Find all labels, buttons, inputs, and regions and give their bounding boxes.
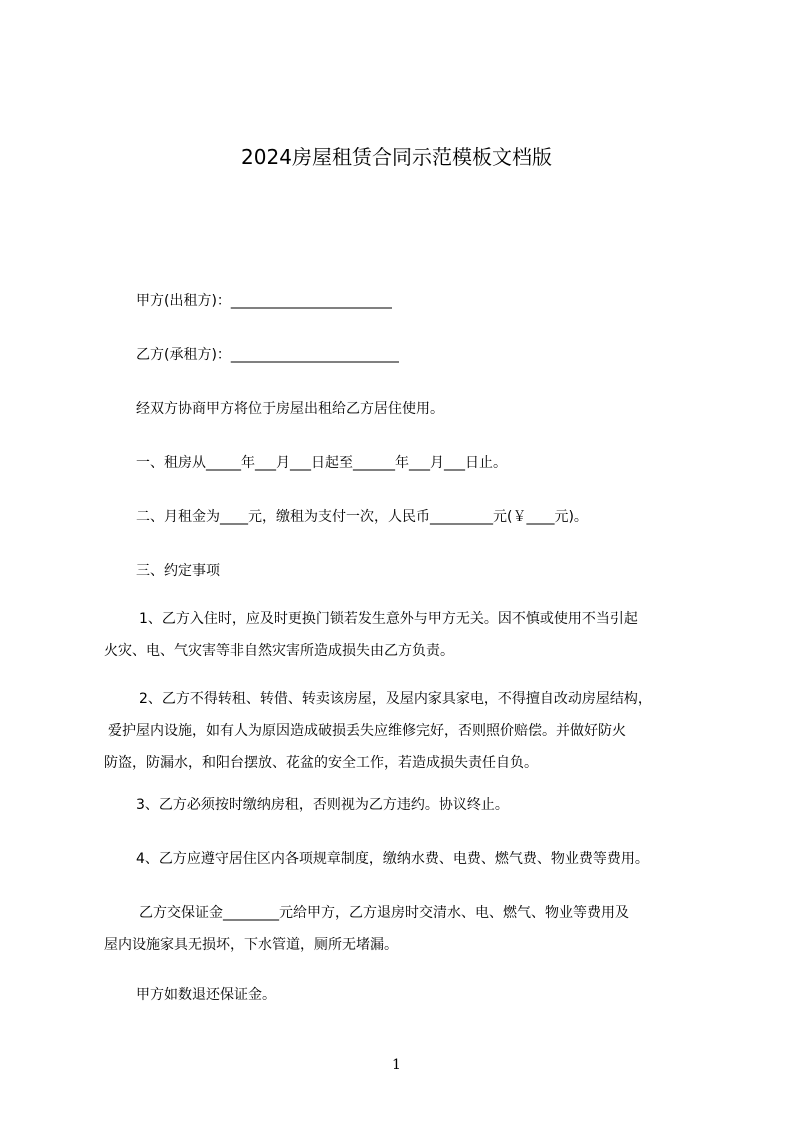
party-a-line: 甲方(出租方)：_______________________ xyxy=(136,293,392,309)
item-4-line: 4、乙方应遵守居住区内各项规章制度，缴纳水费、电费、燃气费、物业费等费用。 xyxy=(136,851,649,867)
item-1-line-1: 1、乙方入住时，应及时更换门锁若发生意外与甲方无关。因不慎或使用不当引起 xyxy=(139,611,638,627)
deposit-line-1: 乙方交保证金________元给甲方，乙方退房时交清水、电、燃气、物业等费用及 xyxy=(139,905,629,921)
item-2-line-3: 防盗，防漏水，和阳台摆放、花盆的安全工作，若造成损失责任自负。 xyxy=(104,755,538,771)
document-title: 2024房屋租赁合同示范模板文档版 xyxy=(241,145,552,169)
clause-agreed-matters-heading: 三、约定事项 xyxy=(136,563,220,579)
deposit-paragraph xyxy=(104,897,718,961)
clause-rental-period: 一、租房从_____年___月___日起至______年___月___日止。 xyxy=(136,455,507,471)
item-2-paragraph xyxy=(104,683,718,779)
intro-paragraph: 经双方协商甲方将位于房屋出租给乙方居住使用。 xyxy=(136,401,444,417)
clause-monthly-rent: 二、月租金为____元，缴租为支付一次，人民币_________元(￥____元)。 xyxy=(136,509,588,525)
item-2-line-2: 爱护屋内设施，如有人为原因造成破损丢失应维修完好，否则照价赔偿。并做好防火 xyxy=(108,723,626,739)
item-1-line-2: 火灾、电、气灾害等非自然灾害所造成损失由乙方负责。 xyxy=(104,643,454,659)
item-3-line: 3、乙方必须按时缴纳房租，否则视为乙方违约。协议终止。 xyxy=(136,797,509,813)
party-b-line: 乙方(承租方)：________________________ xyxy=(136,347,399,363)
refund-line: 甲方如数退还保证金。 xyxy=(136,987,276,1003)
deposit-line-2: 屋内设施家具无损坏，下水管道，厕所无堵漏。 xyxy=(104,937,398,953)
page-number: 1 xyxy=(392,1057,401,1073)
item-2-line-1: 2、乙方不得转租、转借、转卖该房屋，及屋内家具家电，不得擅自改动房屋结构， xyxy=(139,691,652,707)
item-1-paragraph xyxy=(104,603,718,667)
